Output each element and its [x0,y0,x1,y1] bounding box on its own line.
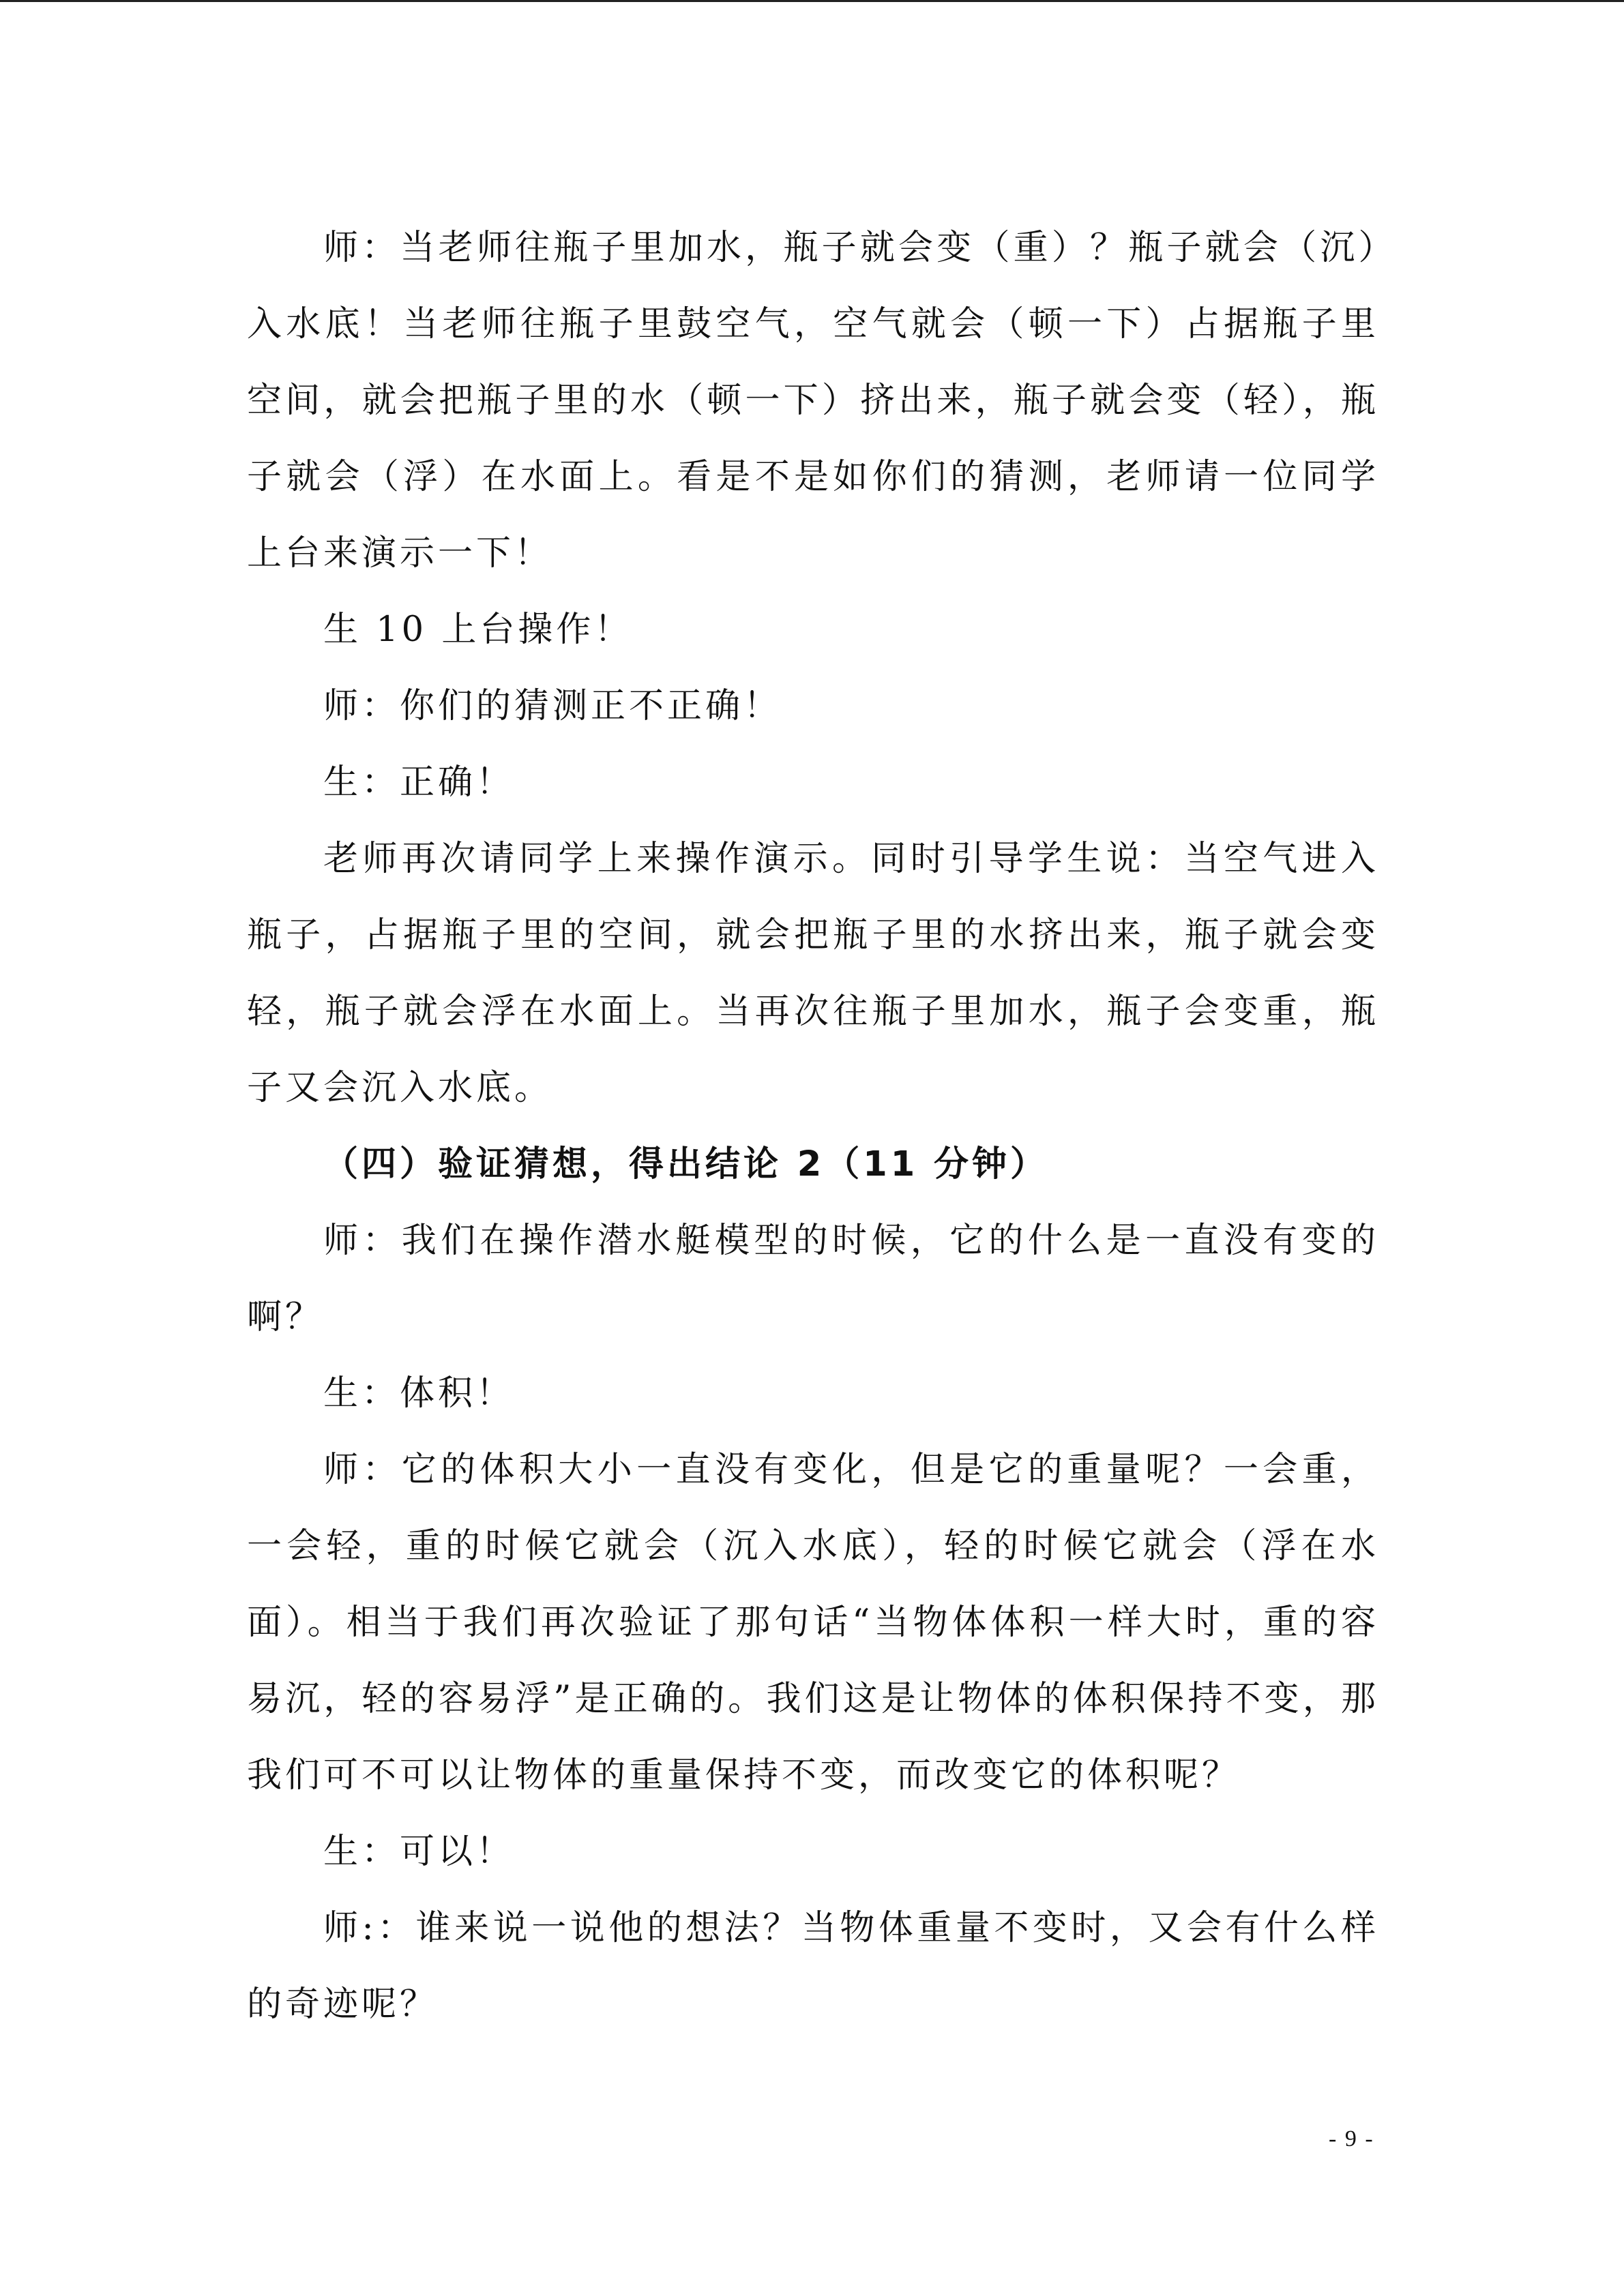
paragraph-teacher-demo: 师：当老师往瓶子里加水，瓶子就会变（重）？瓶子就会（沉）入水底！当老师往瓶子里鼓空气，空气就会（顿一下）占据瓶子里空间，就会把瓶子里的水（顿一下）挤出来，瓶子就会变（轻），瓶子就会（浮）在水面上。看是不是如你们的猜测，老师请一位同学上台来演示一下！ [247,228,1379,573]
paragraph-teacher-question: 师：你们的猜测正不正确！ [323,686,782,726]
paragraph-teacher-guide: 老师再次请同学上来操作演示。同时引导学生说：当空气进入瓶子，占据瓶子里的空间，就会把瓶子里的水挤出来，瓶子就会变轻，瓶子就会浮在水面上。当再次往瓶子里加水，瓶子会变重，瓶子又会沉入水底。 [247,839,1379,1108]
page-number: - 9 - [1329,2126,1374,2151]
paragraph-student-yes: 生：可以！ [323,1832,515,1872]
paragraph-student-10: 生 10 上台操作！ [323,610,633,650]
paragraph-student-volume: 生：体积！ [323,1373,515,1414]
section-heading: （四）验证猜想，得出结论 2（11 分钟） [323,1144,1048,1184]
paragraph-teacher-submarine: 师：我们在操作潜水艇模型的时候，它的什么是一直没有变的啊？ [247,1221,1379,1337]
paragraph-student-correct: 生：正确！ [323,762,515,803]
paragraph-teacher-miracle: 师:：谁来说一说他的想法？当物体重量不变时，又会有什么样的奇迹呢？ [247,1908,1379,2025]
document-body [247,210,1379,2043]
paragraph-teacher-weight: 师：它的体积大小一直没有变化，但是它的重量呢？一会重，一会轻，重的时候它就会（沉入水底），轻的时候它就会（浮在水面）。相当于我们再次验证了那句话“当物体体积一样大时，重的容易沉，轻的容易浮”是正确的。我们这是让物体的体积保持不变，那我们可不可以让物体的重量保持不变，而改变它的体积呢？ [247,1450,1379,1795]
page-top-border [0,0,1624,2]
